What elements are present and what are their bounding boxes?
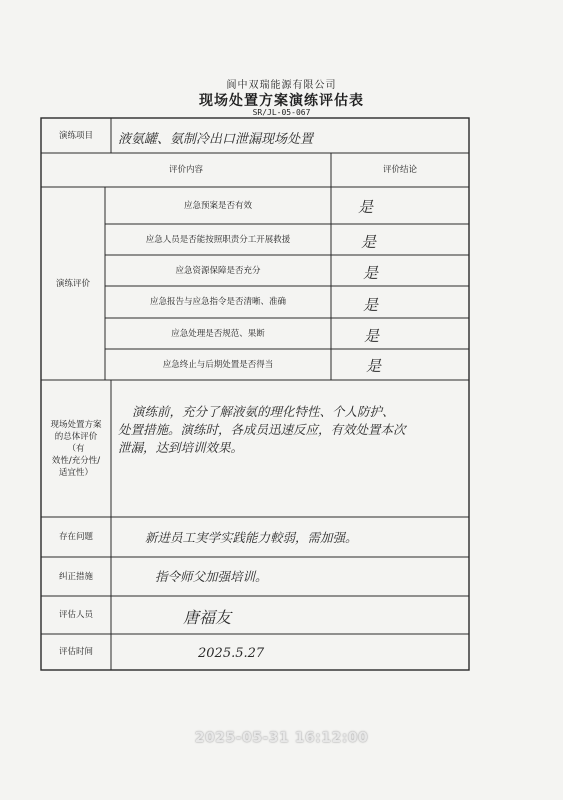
eval-time-label: 评估时间	[58, 647, 93, 657]
eval-time-value: 2025.5.27	[198, 646, 265, 661]
evaluation-item: 应急预案是否有效	[183, 200, 252, 211]
project-value: 液氨罐、氨制冷出口泄漏现场处置	[118, 132, 314, 147]
evaluation-result: 是	[361, 233, 377, 251]
evaluation-result: 是	[363, 264, 379, 282]
evaluation-item: 应急处理是否规范、果断	[171, 328, 265, 339]
evaluator-label: 评估人员	[58, 610, 93, 620]
company-name: 阆中双瑞能源有限公司	[226, 80, 337, 91]
corrective-value: 指令师父加强培训。	[155, 569, 268, 584]
evaluation-result: 是	[366, 357, 382, 375]
problems-label: 存在问题	[58, 532, 93, 542]
document-number: SR/JL-05-067	[252, 108, 311, 117]
corrective-label: 纠正措施	[58, 571, 93, 582]
form-title: 现场处置方案演练评估表	[199, 93, 364, 109]
overall-evaluation-text: 演练前，充分了解液氨的理化特性、个人防护、 处置措施。演练时，各成员迅速反应，有效处置本次 泄漏，达到培训效果。	[118, 404, 406, 455]
scan-timestamp: 2025-05-31 16:12:00	[194, 730, 369, 746]
project-label: 演练项目	[58, 130, 93, 141]
content-column-header: 评价内容	[168, 165, 203, 175]
conclusion-column-header: 评价结论	[382, 165, 417, 175]
evaluation-result: 是	[363, 296, 379, 314]
evaluation-label: 演练评价	[55, 278, 90, 289]
evaluator-signature: 唐福友	[183, 608, 232, 627]
evaluation-item: 应急终止与后期处置是否得当	[162, 359, 274, 370]
evaluation-result: 是	[364, 327, 380, 345]
problems-value: 新进员工実学实践能力較弱，需加强。	[145, 530, 358, 545]
evaluation-item: 应急报告与应急指令是否清晰、准确	[149, 297, 286, 307]
evaluation-item: 应急资源保障是否充分	[175, 265, 261, 276]
overall-label: 现场处置方案 的总体评价 （有 效性/充分性/ 适宜性）	[50, 419, 102, 478]
evaluation-item: 应急人员是否能按照职责分工开展救援	[145, 234, 291, 245]
evaluation-result: 是	[358, 198, 374, 216]
